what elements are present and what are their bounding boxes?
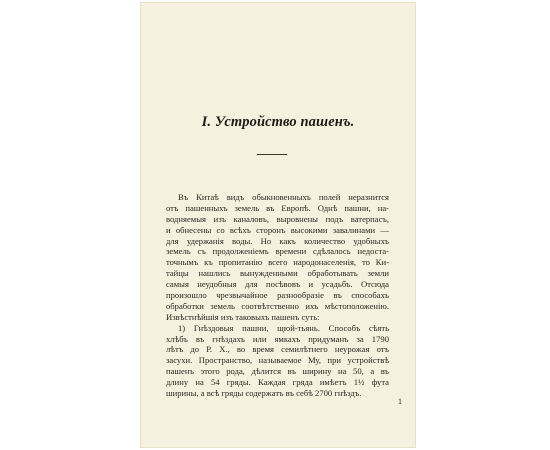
section-heading: I. Устройство пашенъ. [201,114,355,130]
text-line: обработки земель соотвѣтственно ихъ мѣстоположенію. [166,300,389,311]
text-line: произошло чрезвычайное разнообразіе въ способахъ [166,290,389,301]
text-line: самыя неудобныя для посѣвовъ и усадьбъ. Отсюда [166,279,389,290]
text-line: земель съ продолженіемъ времени сдѣлалось недоста- [166,246,389,257]
text-line: тайцы нашлись вынужденными обработывать земли [166,268,389,279]
book-page [140,2,416,448]
text-line: хлѣбъ въ гнѣздахъ или ямкахъ придуманъ за 1790 [166,333,389,344]
text-line: засухи. Пространство, называемое Му, при устройствѣ [166,355,389,366]
text-line: и обнесены со всѣхъ сторонъ высокими завалинами — [166,224,389,235]
body-text [166,192,389,399]
text-line: Извѣстнѣйшія изъ таковыхъ пашенъ суть: [166,311,320,322]
text-line: лѣтъ до Р. Х., во время семилѣтнего неурожая отъ [166,344,389,355]
heading-divider [257,154,287,155]
text-line: длину на 54 гряды. Каждая гряда имѣетъ 1½ фута [166,377,389,388]
text-line: отъ пашенныхъ земель въ Европѣ. Однѣ пашни, на- [166,202,389,213]
text-line: Въ Китаѣ видъ обыкновенныхъ полей неразнится [178,192,389,202]
text-line: водняемыя изъ каналовъ, выровнены подъ ватерпасъ, [166,213,389,224]
text-line: для удержанія воды. Но какъ количество удобныхъ [166,235,389,246]
text-line: пашенъ этого рода, дѣлится въ ширину на 50, а въ [166,366,389,377]
text-line: ширины, а всѣ гряды содержатъ въ себѣ 2700 гнѣздъ. [166,388,362,399]
page-number: 1 [398,397,402,406]
text-line: точнымъ къ пропитанію всего народонаселенія, то Ки- [166,257,389,268]
text-line: 1) Гнѣздовыя пашни, щюй-тьянь. Способъ сѣять [178,322,389,333]
